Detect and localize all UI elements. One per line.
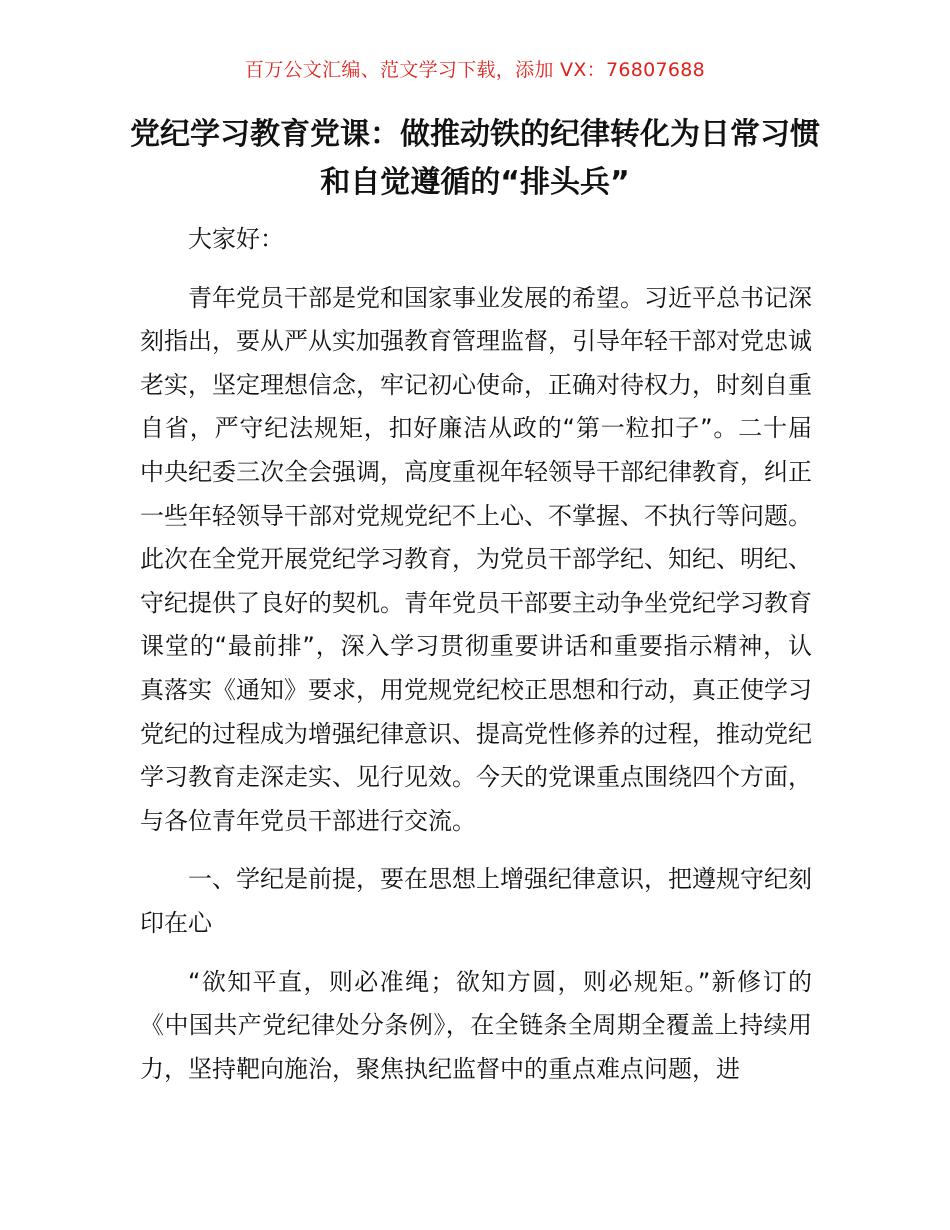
- document-body: [140, 218, 812, 1106]
- paragraph-quote: “欲知平直，则必准绳；欲知方圆，则必规矩。”新修订的《中国共产党纪律处分条例》，在全链条全周期全覆盖上持续用力，坚持靶向施治，聚焦执纪监督中的重点难点问题，进: [140, 967, 812, 1083]
- watermark-header: 百万公文汇编、范文学习下载，添加 VX：76807688: [244, 59, 706, 81]
- document-title: 党纪学习教育党课：做推动铁的纪律转化为日常习惯和自觉遵循的“排头兵”: [130, 117, 820, 200]
- greeting: 大家好：: [188, 225, 284, 253]
- paragraph-intro: 青年党员干部是党和国家事业发展的希望。习近平总书记深刻指出，要从严从实加强教育管理监督，引导年轻干部对党忠诚老实，坚定理想信念，牢记初心使命，正确对待权力，时刻自重自省，严守纪法规矩，扣好廉洁从政的“第一粒扣子”。二十届中央纪委三次全会强调，高度重视年轻领导干部纪律教育，纠正一些年轻领导干部对党规党纪不上心、不掌握、不执行等问题。此次在全党开展党纪学习教育，为党员干部学纪、知纪、明纪、守纪提供了良好的契机。青年党员干部要主动争坐党纪学习教育课堂的“最前排”，深入学习贯彻重要讲话和重要指示精神，认真落实《通知》要求，用党规党纪校正思想和行动，真正使学习党纪的过程成为增强纪律意识、提高党性修养的过程，推动党纪学习教育走深走实、见行见效。今天的党课重点围绕四个方面，与各位青年党员干部进行交流。: [140, 283, 812, 835]
- section-heading-1: 一、学纪是前提，要在思想上增强纪律意识，把遵规守纪刻印在心: [140, 865, 812, 937]
